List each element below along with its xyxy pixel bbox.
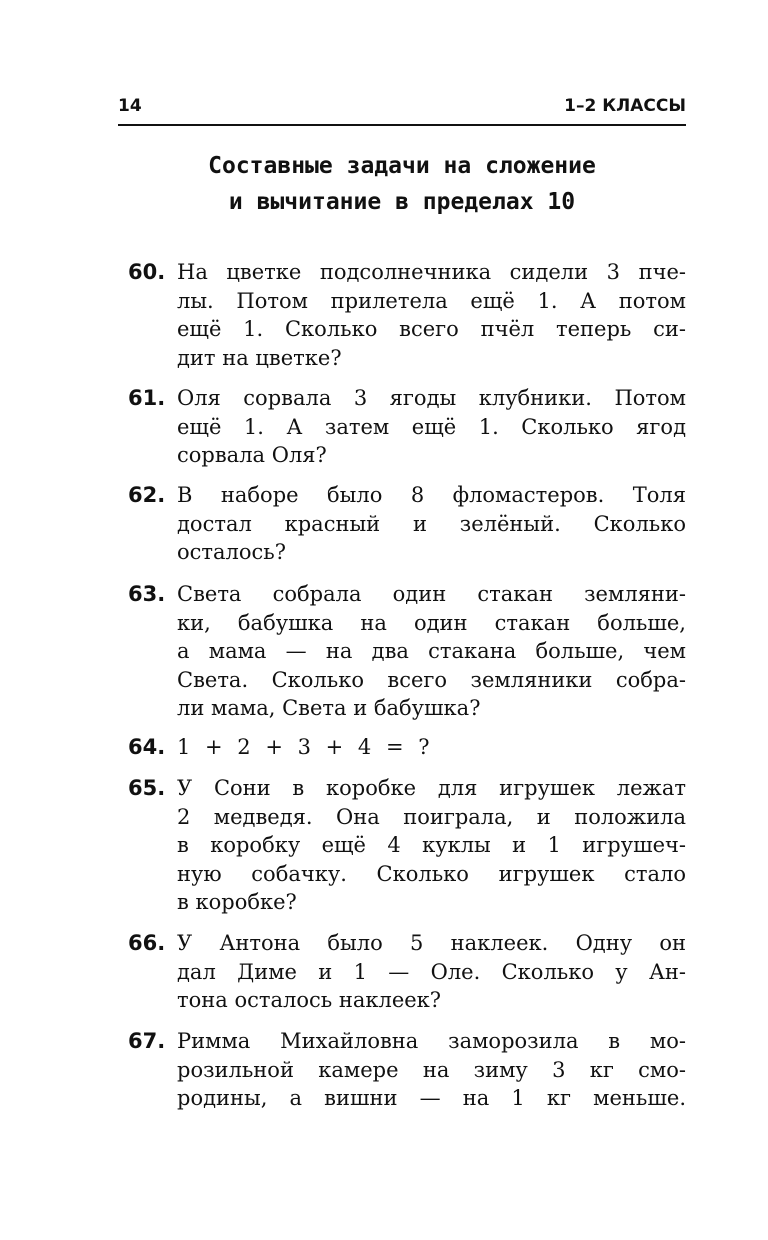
problem-line: ки, бабушка на один стакан больше, <box>177 610 686 635</box>
section-title <box>118 148 686 220</box>
problem-line: Света собрала один стакан земляни- <box>177 582 686 606</box>
problem-line: дал Диме и 1 — Оле. Сколько у Ан- <box>177 959 686 984</box>
problem-line: достал красный и зелёный. Сколько <box>177 511 686 536</box>
problem-number: 60. <box>128 260 166 284</box>
page-number: 14 <box>118 96 142 116</box>
problem-line: ещё 1. А затем ещё 1. Сколько ягод <box>177 414 686 439</box>
problem-line: У Антона было 5 наклеек. Одну он <box>177 931 686 955</box>
problem-line: в коробке? <box>177 890 297 915</box>
problem-line: а мама — на два стакана больше, чем <box>177 639 686 664</box>
problem-line: ную собачку. Сколько игрушек стало <box>177 861 686 886</box>
problem-line: лы. Потом прилетела ещё 1. А потом <box>177 288 686 313</box>
problem-text <box>177 384 686 470</box>
problem-61 <box>128 384 686 470</box>
problem-line: Римма Михайловна заморозила в мо- <box>177 1029 686 1053</box>
problem-text <box>177 1027 686 1113</box>
section-title-line: Составные задачи на сложение <box>208 153 596 179</box>
problem-62 <box>128 481 686 567</box>
problem-text <box>177 580 686 723</box>
problem-line: 1 + 2 + 3 + 4 = ? <box>177 735 430 759</box>
problem-text <box>177 733 686 762</box>
running-head: 1–2 КЛАССЫ <box>564 96 686 116</box>
problem-line: На цветке подсолнечника сидели 3 пче- <box>177 260 686 284</box>
problem-line: 2 медведя. Она поиграла, и положила <box>177 804 686 829</box>
problem-line: Света. Сколько всего земляники собра- <box>177 667 686 692</box>
problem-text <box>177 774 686 917</box>
problem-line: ещё 1. Сколько всего пчёл теперь си- <box>177 317 686 342</box>
problem-number: 62. <box>128 483 166 507</box>
problem-66 <box>128 929 686 1015</box>
problem-line: В наборе было 8 фломастеров. Толя <box>177 483 686 507</box>
problem-64 <box>128 733 686 762</box>
problem-63 <box>128 580 686 723</box>
problem-line: У Сони в коробке для игрушек лежат <box>177 776 686 800</box>
problem-67 <box>128 1027 686 1113</box>
section-title-line: и вычитание в пределах 10 <box>228 189 576 215</box>
problem-line: осталось? <box>177 540 286 565</box>
problem-number: 61. <box>128 386 166 410</box>
problem-60 <box>128 258 686 372</box>
problem-text <box>177 258 686 372</box>
problem-line: тона осталось наклеек? <box>177 988 442 1013</box>
page-header <box>118 94 686 126</box>
problem-line: в коробку ещё 4 куклы и 1 игрушеч- <box>177 833 686 858</box>
problem-line: сорвала Оля? <box>177 443 327 468</box>
problem-line: дит на цветке? <box>177 345 342 370</box>
problem-text <box>177 481 686 567</box>
problem-line: родины, а вишни — на 1 кг меньше. <box>177 1086 686 1111</box>
problem-number: 64. <box>128 735 166 759</box>
problem-number: 67. <box>128 1029 166 1053</box>
problem-line: розильной камере на зиму 3 кг смо- <box>177 1057 686 1082</box>
problem-number: 63. <box>128 582 166 606</box>
problem-line: Оля сорвала 3 ягоды клубники. Потом <box>177 386 686 410</box>
problem-text <box>177 929 686 1015</box>
problem-65 <box>128 774 686 917</box>
problem-number: 66. <box>128 931 166 955</box>
problem-number: 65. <box>128 776 166 800</box>
problem-line: ли мама, Света и бабушка? <box>177 696 481 721</box>
